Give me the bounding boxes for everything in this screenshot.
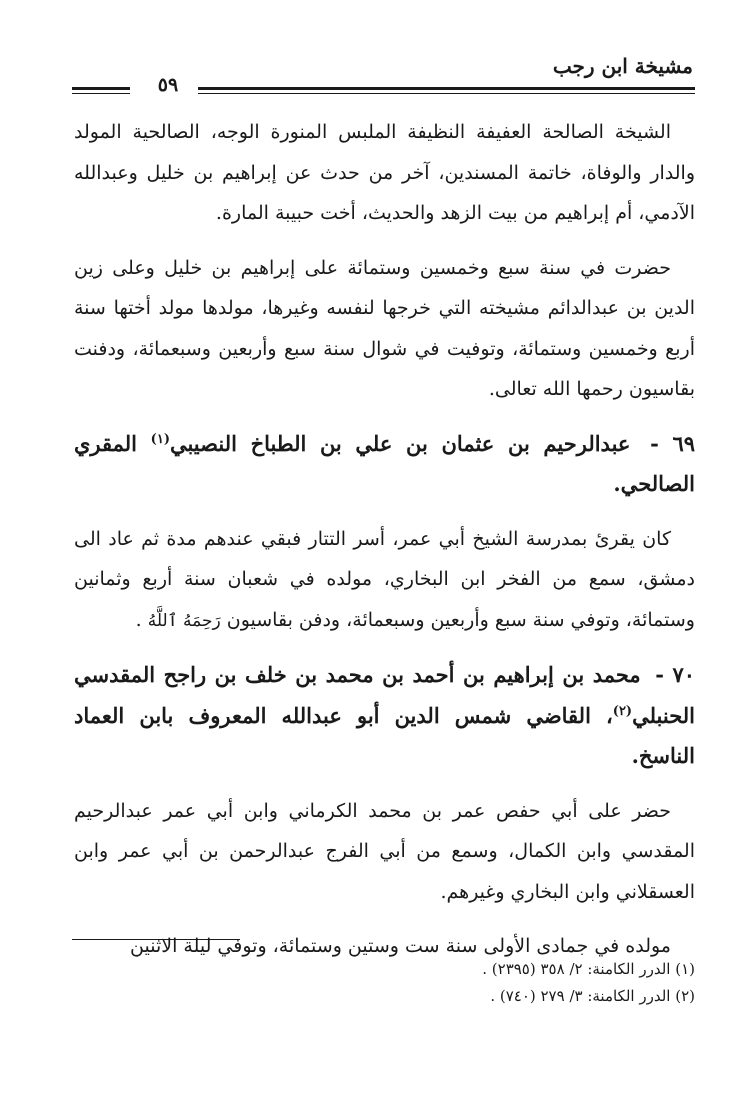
paragraph-entry-69	[74, 519, 695, 642]
entry-number: ٦٩ -	[650, 430, 696, 456]
footnote-2: (٢) الدرر الكامنة: ٣/ ٢٧٩ (٧٤٠) .	[490, 987, 695, 1005]
entry-name-cont: المقري الصالحي.	[74, 430, 695, 496]
paragraph-entry-70-b: مولده في جمادى الأولى سنة ست وستين وستمائة، وتوفي ليلة الاثنين	[130, 935, 671, 957]
footnote-ref: (٢)	[612, 703, 633, 719]
footnote-separator	[72, 939, 240, 940]
footnote-1: (١) الدرر الكامنة: ٢/ ٣٥٨ (٢٣٩٥) .	[482, 960, 695, 978]
header-rule-short	[72, 87, 130, 94]
running-title: مشيخة ابن رجب	[552, 54, 693, 78]
paragraph-text: كان يقرئ بمدرسة الشيخ أبي عمر، أسر التتار فبقي عندهم مدة ثم عاد الى دمشق، سمع من الفخر ابن البخاري، مولده في شعبان سنة أربع وثمانين وستمائة، وتوفي سنة سبع وأربعين وسبعمائة، ودفن بقاسيون	[74, 527, 695, 631]
paragraph-biography-1: الشيخة الصالحة العفيفة النظيفة الملبس المنورة الوجه، الصالحية المولد والدار والوفاة، خاتمة المسندين، آخر من حدث عن إبراهيم بن خليل وعبدالله الآدمي، أم إبراهيم من بيت الزهد والحديث، أخت حبيبة المارة.	[74, 121, 695, 224]
entry-name-cont: ، القاضي شمس الدين أبو عبدالله المعروف بابن العماد الناسخ.	[74, 702, 695, 768]
footnote-ref: (١)	[150, 431, 170, 447]
paragraph-end: .	[135, 608, 142, 631]
entry-name: عبدالرحيم بن عثمان بن علي بن الطباخ النصيبي	[169, 430, 631, 456]
entry-number: ٧٠ -	[655, 662, 696, 687]
entry-name: محمد بن إبراهيم بن أحمد بن محمد بن خلف بن راجح المقدسي الحنبلي	[74, 662, 695, 728]
main-text	[74, 112, 695, 981]
entry-heading-70	[74, 655, 695, 777]
page-number: ٥٩	[157, 74, 179, 96]
paragraph-entry-70-a: حضر على أبي حفص عمر بن محمد الكرماني وابن أبي عمر عبدالرحيم المقدسي وابن الكمال، وسمع من أبي الفرج عبدالرحمن بن أبي عمر وابن العسقلاني وابن البخاري وغيرهم.	[74, 799, 695, 903]
header-rule	[198, 87, 695, 94]
entry-heading-69	[74, 424, 695, 505]
footnotes	[200, 956, 695, 1010]
honorific-ligature: رَحِمَهُ ٱللَّهُ	[147, 610, 221, 631]
paragraph-biography-2: حضرت في سنة سبع وخمسين وستمائة على إبراهيم بن خليل وعلى زين الدين بن عبدالدائم مشيخته التي خرجها لنفسه وغيرها، مولدها مولد أختها سنة أربع وخمسين وستمائة، وتوفيت في شوال سنة سبع وأربعين وسبعمائة، ودفنت بقاسيون رحمها الله تعالى.	[74, 256, 695, 400]
